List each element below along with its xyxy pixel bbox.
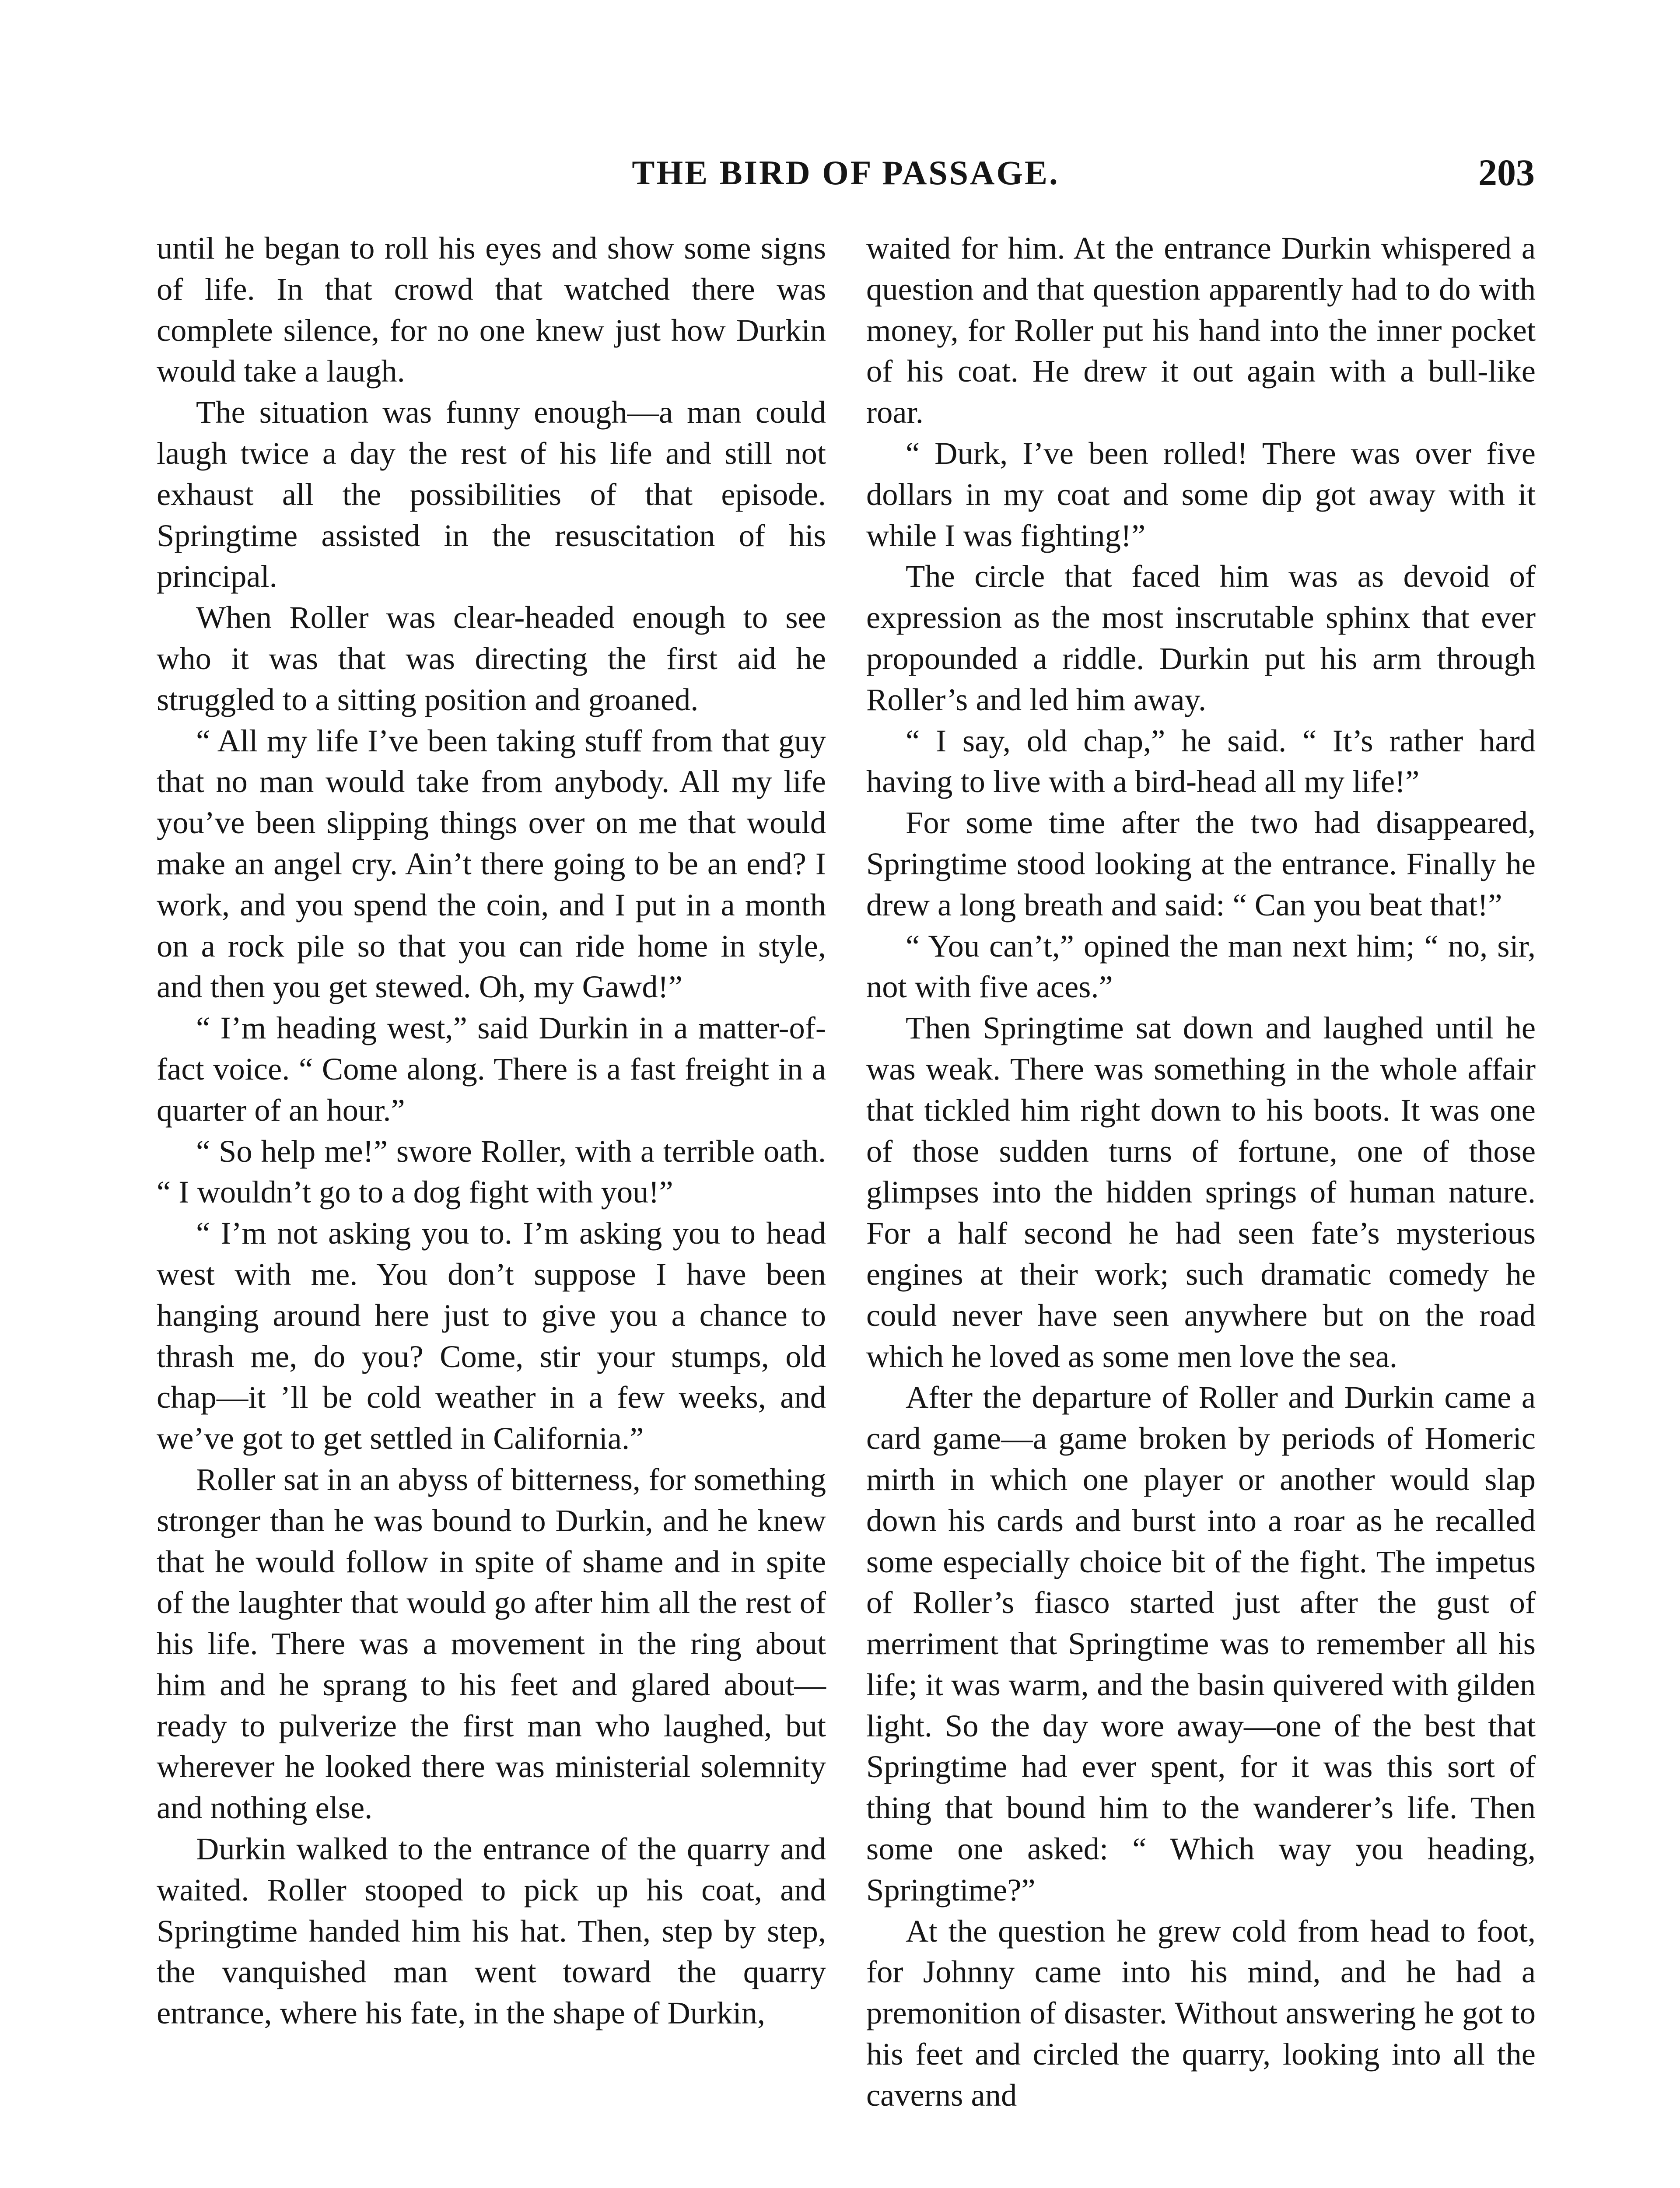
right-column (866, 228, 1536, 2188)
paragraph: The circle that faced him was as devoid of expression as the most inscrutable sphinx that ever propounded a riddle. Durkin put his arm through Roller’s and led him away. (866, 558, 1536, 717)
left-column (157, 228, 826, 2188)
running-head (157, 144, 1535, 197)
paragraph: Durkin walked to the entrance of the quarry and waited. Roller stooped to pick up his coat, and Springtime handed him his hat. Then, step by step, the vanquished man went toward the quarry entrance, where his fate, in the shape of Durkin, (157, 1831, 826, 2031)
paragraph: “ I’m heading west,” said Durkin in a matter-of-fact voice. “ Come along. There is a fast freight in a quarter of an hour.” (157, 1010, 826, 1128)
paragraph: At the question he grew cold from head to foot, for Johnny came into his mind, and he had a premonition of disaster. Without answering he got to his feet and circled the quarry, looking into all the caverns and (866, 1913, 1536, 2113)
running-title: THE BIRD OF PASSAGE. (632, 154, 1060, 192)
paragraph: “ All my life I’ve been taking stuff from that guy that no man would take from anybody. All my life you’ve been slipping things over on me that would make an angel cry. Ain’t there going to be an end? I work, and you spend the coin, and I put in a month on a rock pile so that you can ride home in style, and then you get stewed. Oh, my Gawd!” (157, 722, 826, 1005)
paragraph: Then Springtime sat down and laughed until he was weak. There was something in the whole affair that tickled him right down to his boots. It was one of those sudden turns of fortune, one of those glimpses into the hidden springs of human nature. For a half second he had seen fate’s mysterious engines at their work; such dramatic comedy he could never have seen anywhere but on the road which he loved as some men love the sea. (866, 1010, 1536, 1374)
paragraph: until he began to roll his eyes and show some signs of life. In that crowd that watched there was complete silence, for no one knew just how Durkin would take a laugh. (157, 230, 826, 389)
paragraph: When Roller was clear-headed enough to see who it was that was directing the first aid he struggled to a sitting position and groaned. (157, 600, 826, 717)
page-number: 203 (1478, 151, 1535, 193)
paragraph: “ You can’t,” opined the man next him; “ no, sir, not with five aces.” (866, 928, 1536, 1005)
paragraph: “ Durk, I’ve been rolled! There was over five dollars in my coat and some dip got away with it while I was fighting!” (866, 435, 1536, 553)
paragraph: The situation was funny enough—a man could laugh twice a day the rest of his life and still not exhaust all the possibilities of that episode. Springtime assisted in the resuscitation of his principal. (157, 394, 826, 594)
paragraph: “ I say, old chap,” he said. “ It’s rather hard having to live with a bird-head all my life!” (866, 722, 1536, 799)
paragraph: “ So help me!” swore Roller, with a terrible oath. “ I wouldn’t go to a dog fight with you!” (157, 1133, 826, 1210)
paragraph: “ I’m not asking you to. I’m asking you to head west with me. You don’t suppose I have been hanging around here just to give you a chance to thrash me, do you? Come, stir your stumps, old chap—it ’ll be cold weather in a few weeks, and we’ve got to get settled in California.” (157, 1215, 826, 1456)
paragraph: For some time after the two had disappeared, Springtime stood looking at the entrance. Finally he drew a long breath and said: “ Can you beat that!” (866, 805, 1536, 922)
paragraph: Roller sat in an abyss of bitterness, for something stronger than he was bound to Durkin, and he knew that he would follow in spite of shame and in spite of the laughter that would go after him all the rest of his life. There was a movement in the ring about him and he sprang to his feet and glared about—ready to pulverize the first man who laughed, but wherever he looked there was ministerial solemnity and nothing else. (157, 1461, 826, 1826)
paragraph: waited for him. At the entrance Durkin whispered a question and that question apparently had to do with money, for Roller put his hand into the inner pocket of his coat. He drew it out again with a bull-like roar. (866, 230, 1536, 430)
paragraph: After the departure of Roller and Durkin came a card game—a game broken by periods of Homeric mirth in which one player or another would slap down his cards and burst into a roar as he recalled some especially choice bit of the fight. The impetus of Roller’s fiasco started just after the gust of merriment that Springtime was to remember all his life; it was warm, and the basin quivered with gilden light. So the day wore away—one of the best that Springtime had ever spent, for it was this sort of thing that bound him to the wanderer’s life. Then some one asked: “ Which way you heading, Springtime?” (866, 1379, 1536, 1907)
